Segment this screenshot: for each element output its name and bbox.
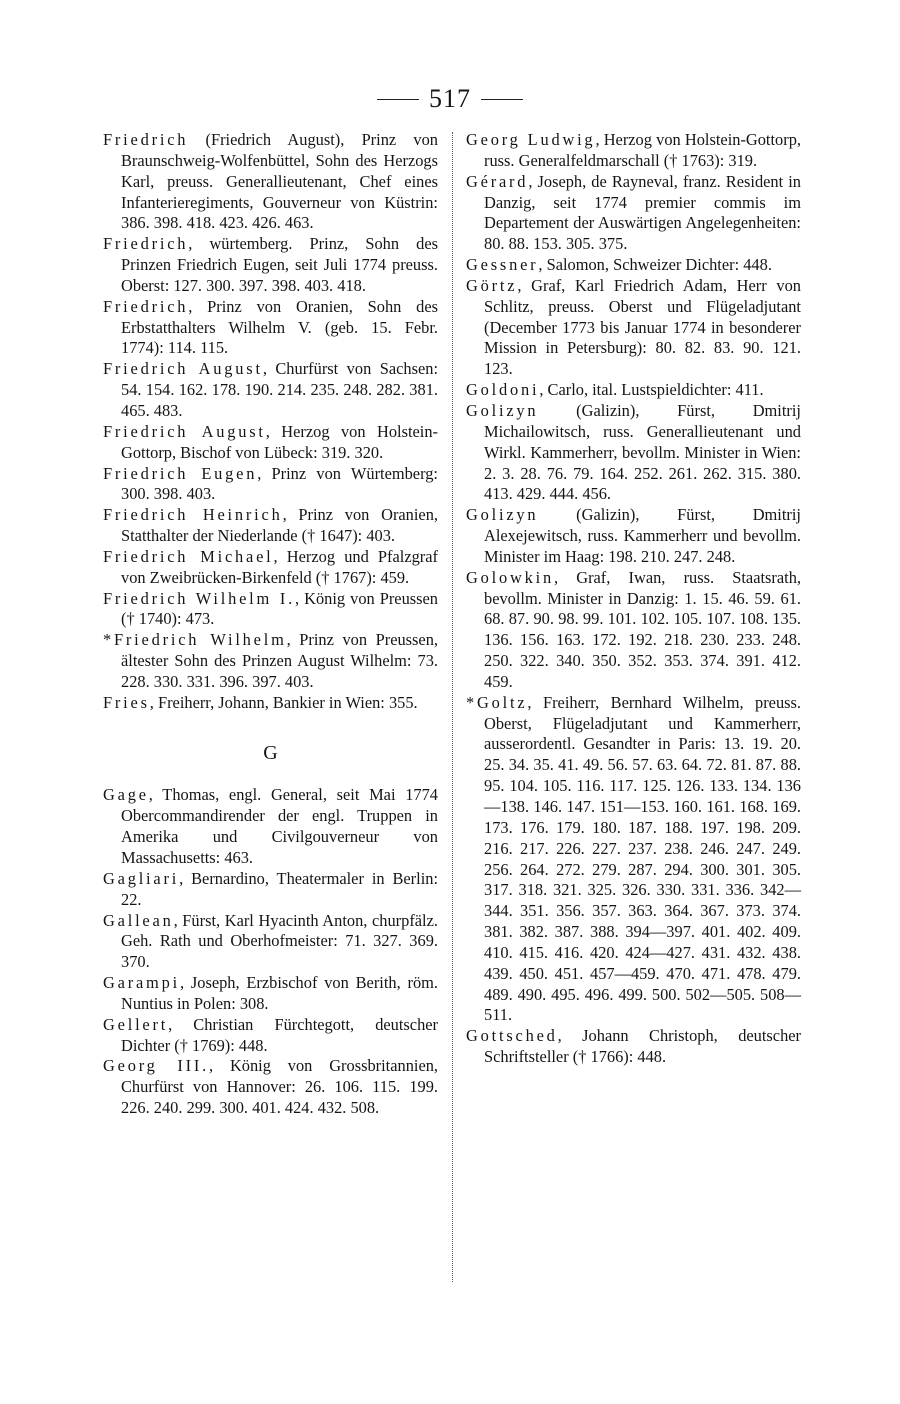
- entry-name: Gage: [103, 785, 149, 805]
- entry-name: Friedrich: [103, 296, 189, 316]
- entry-text: , Prinz von Preussen, ältester Sohn des Prinzen August Wilhelm: 73. 228. 330. 331. 396. 397. 403.: [121, 630, 438, 691]
- index-entry: [103, 422, 438, 464]
- entry-text: , Carlo, ital. Lustspieldichter: 411.: [539, 380, 764, 400]
- index-entry: [103, 1056, 438, 1119]
- left-column: [103, 130, 438, 1119]
- entry-name: Gérard: [466, 171, 529, 191]
- page-header: [0, 84, 900, 114]
- entry-text: , König von Grossbritannien, Churfürst von Hannover: 26. 106. 115. 199. 226. 240. 299. 300. 401. 424. 432. 508.: [121, 1056, 439, 1118]
- index-entry: [466, 1026, 801, 1068]
- entry-name: Goldoni: [466, 380, 540, 400]
- entry-name: Friedrich August: [103, 421, 266, 441]
- entry-text: , Prinz von Oranien, Sohn des Erbstatthalters Wilhelm V. (geb. 15. Febr. 1774): 114. 115.: [121, 296, 438, 358]
- index-entry: [466, 172, 801, 255]
- entry-text: , Herzog und Pfalzgraf von Zweibrücken-Birkenfeld († 1767): 459.: [121, 546, 438, 587]
- entry-text: , Christian Fürchtegott, deutscher Dichter († 1769): 448.: [121, 1014, 438, 1055]
- index-entry: [466, 276, 801, 380]
- index-entry: [103, 630, 438, 693]
- entry-text: , Prinz von Oranien, Statthalter der Niederlande († 1647): 403.: [121, 505, 438, 546]
- entry-text: (Galizin), Fürst, Dmitrij Michailowitsch, russ. Generallieutenant und Wirkl. Kammerherr, bevollm. Minister in Wien: 2. 3. 28. 76. 79. 164. 252. 261. 262. 315. 380. 413. 429. 444. 456.: [484, 400, 801, 504]
- entry-name: Friedrich August: [103, 359, 263, 379]
- entry-text: (Friedrich August), Prinz von Braunschweig-Wolfenbüttel, Sohn des Herzogs Karl, preuss. Generallieutenant, Chef eines Infanterieregiments, Gouverneur von Küstrin: 386. 398. 418. 423. 426. 463.: [121, 130, 438, 233]
- entry-text: , König von Preussen († 1740): 473.: [121, 588, 438, 629]
- entry-name: Friedrich Michael: [103, 546, 274, 566]
- entry-text: , Fürst, Karl Hyacinth Anton, churpfälz. Geh. Rath und Oberhofmeister: 71. 327. 369. 370.: [121, 910, 438, 972]
- section-heading-g: G: [263, 741, 278, 764]
- entry-text: , Graf, Iwan, russ. Staatsrath, bevollm. Minister in Danzig: 1. 15. 46. 59. 61. 68. 87. 90. 98. 99. 101. 102. 105. 107. 108. 135. 136. 156. 163. 172. 192. 218. 230. 233. 248. 250. 322. 340. 350. 352. 353. 374. 391. 412. 459.: [484, 567, 801, 691]
- index-entry: [103, 234, 438, 297]
- entry-name: Friedrich Wilhelm I.: [103, 588, 296, 608]
- entry-name: *Friedrich Wilhelm: [103, 630, 287, 650]
- index-entry: [103, 869, 438, 911]
- entry-text: , Freiherr, Bernhard Wilhelm, preuss. Oberst, Flügeladjutant und Kammerherr, ausserordentl. Gesandter in Paris: 13. 19. 20. 25. 34. 35. 41. 49. 56. 57. 63. 64. 72. 81. 87. 88. 95. 104. 105. 116. 117. 125. 126. 133. 134. 136—138. 146. 147. 151—153. 160. 161. 168. 169. 173. 176. 179. 180. 187. 188. 197. 198. 209. 216. 217. 226. 227. 237. 238. 246. 247. 249. 256. 264. 272. 279. 287. 294. 300. 301. 305. 317. 318. 321. 325. 326. 330. 331. 336. 342—344. 351. 356. 357. 363. 364. 367. 373. 374. 381. 382. 387. 388. 394—397. 401. 402. 409. 410. 415. 416. 420. 424—427. 431. 432. 438. 439. 450. 451. 457—459. 470. 471. 478. 479. 489. 490. 495. 496. 499. 500. 502—505. 508—511.: [484, 692, 801, 1025]
- entry-text: (Galizin), Fürst, Dmitrij Alexejewitsch, russ. Kammerherr und bevollm. Minister im Haag: 198. 210. 247. 248.: [484, 505, 801, 566]
- page-number: 517: [429, 84, 471, 113]
- entry-text: , würtemberg. Prinz, Sohn des Prinzen Friedrich Eugen, seit Juli 1774 preuss. Oberst: 127. 300. 397. 398. 403. 418.: [121, 234, 438, 295]
- header-rule-left: [377, 99, 419, 100]
- entry-name: Golizyn: [466, 505, 539, 525]
- index-entry: [103, 693, 438, 714]
- right-g-entries: [466, 130, 801, 1068]
- entry-text: , Graf, Karl Friedrich Adam, Herr von Schlitz, preuss. Oberst und Flügeladjutant (December 1773 bis Januar 1774 in besonderer Mission in Petersburg): 80. 82. 83. 90. 121. 123.: [484, 275, 801, 379]
- entry-text: , Churfürst von Sachsen: 54. 154. 162. 178. 190. 214. 235. 248. 282. 381. 465. 483.: [121, 359, 438, 420]
- index-entry: [103, 130, 438, 234]
- entry-text: , Herzog von Holstein-Gottorp, Bischof von Lübeck: 319. 320.: [121, 421, 438, 462]
- entry-name: Gallean: [103, 910, 174, 930]
- index-entry: [103, 973, 438, 1015]
- index-entry: [103, 464, 438, 506]
- index-entry: [466, 505, 801, 568]
- index-entry: [103, 359, 438, 422]
- index-entry: [103, 1015, 438, 1057]
- index-entry: [103, 785, 438, 868]
- right-column: [466, 130, 801, 1068]
- entry-name: Gessner: [466, 255, 539, 275]
- entry-text: , Joseph, de Rayneval, franz. Resident in Danzig, seit 1774 premier commis im Departement der Auswärtigen Angelegenheiten: 80. 88. 153. 305. 375.: [484, 171, 801, 254]
- left-g-entries: [103, 785, 438, 1119]
- column-divider: [452, 132, 453, 1282]
- header-rule-right: [481, 99, 523, 100]
- index-entry: [466, 255, 801, 276]
- entry-name: Golowkin: [466, 567, 554, 587]
- entry-name: Georg Ludwig: [466, 130, 596, 149]
- index-entry: [103, 911, 438, 974]
- entry-text: , Salomon, Schweizer Dichter: 448.: [538, 255, 772, 275]
- index-entry: [466, 130, 801, 172]
- entry-name: Friedrich: [103, 130, 189, 149]
- left-f-entries: [103, 130, 438, 714]
- entry-name: Friedrich Eugen: [103, 463, 258, 483]
- entry-name: *Goltz: [466, 692, 528, 712]
- entry-text: , Freiherr, Johann, Bankier in Wien: 355.: [149, 692, 418, 712]
- entry-text: , Herzog von Holstein-Gottorp, russ. Generalfeldmarschall († 1763): 319.: [484, 130, 801, 170]
- index-entry: [466, 568, 801, 693]
- entry-name: Gagliari: [103, 868, 180, 888]
- entry-name: Garampi: [103, 973, 180, 993]
- entry-text: , Bernardino, Theatermaler in Berlin: 22.: [121, 868, 438, 909]
- entry-text: , Joseph, Erzbischof von Berith, röm. Nuntius in Polen: 308.: [121, 973, 438, 1013]
- entry-text: , Johann Christoph, deutscher Schriftsteller († 1766): 448.: [484, 1026, 801, 1067]
- entry-name: Golizyn: [466, 400, 539, 420]
- entry-name: Friedrich Heinrich: [103, 505, 283, 525]
- entry-text: , Prinz von Würtemberg: 300. 398. 403.: [121, 463, 438, 504]
- entry-name: Friedrich: [103, 234, 189, 254]
- index-entry: [466, 401, 801, 505]
- entry-name: Georg III.: [103, 1056, 209, 1076]
- index-entry: [466, 693, 801, 1027]
- index-entry: [103, 297, 438, 360]
- index-entry: [466, 380, 801, 401]
- entry-name: Görtz: [466, 275, 518, 295]
- index-entry: [103, 505, 438, 547]
- index-entry: [103, 589, 438, 631]
- entry-name: Fries: [103, 692, 150, 712]
- index-entry: [103, 547, 438, 589]
- entry-name: Gottsched: [466, 1026, 558, 1046]
- entry-text: , Thomas, engl. General, seit Mai 1774 Obercommandirender der engl. Truppen in Amerika und Civilgouverneur von Massachusetts: 463.: [121, 785, 438, 867]
- entry-name: Gellert: [103, 1014, 169, 1034]
